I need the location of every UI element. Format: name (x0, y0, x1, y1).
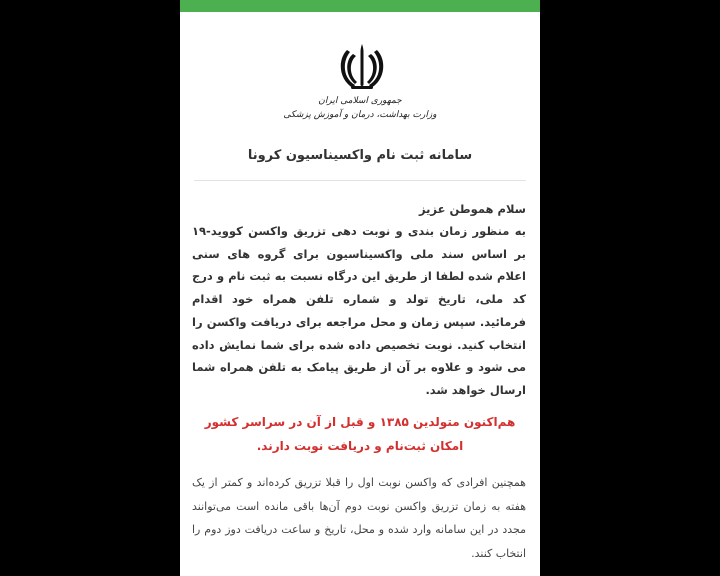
phone-screen (180, 0, 540, 576)
header-divider (194, 180, 526, 181)
iran-emblem-icon (339, 42, 385, 92)
second-dose-paragraph: همچنین افرادی که واکسن نوبت اول را قبلا تزریق کرده‌اند و کمتر از یک هفته به زمان تزریق واکسن نوبت دوم آن‌ها باقی مانده است می‌توانند مجدد در این سامانه وارد شده و محل، تاریخ و ساعت دریافت دوز دوم را انتخاب کنند. (192, 476, 526, 560)
registration-notice: هم‌اکنون متولدین ۱۳۸۵ و قبل از آن در سراسر کشور امکان ثبت‌نام و دریافت نوبت دارند. (204, 415, 516, 453)
republic-name: جمهوری اسلامی ایران (318, 96, 402, 106)
ministry-name: وزارت بهداشت، درمان و آموزش پزشکی (283, 110, 437, 120)
ministry-name-block (280, 94, 440, 122)
top-status-bar (180, 0, 540, 12)
intro-paragraph: به منظور زمان بندی و نوبت دهی تزریق واکسن کووید-۱۹ بر اساس سند ملی واکسیناسیون برای گروه های سنی اعلام شده لطفا از طریق این درگاه نسبت به ثبت نام و درج کد ملی، تاریخ تولد و شماره تلفن همراه خود اقدام فرمائید. سپس زمان و محل مراجعه برای دریافت واکسن را انتخاب کنید. نوبت تخصیص داده شده برای شما نمایش داده می شود و علاوه بر آن از طریق پیامک به تلفن همراه شما ارسال خواهد شد. (192, 224, 526, 397)
greeting-text: سلام هموطن عزیز (418, 202, 526, 216)
page-title: سامانه ثبت نام واکسیناسیون کرونا (247, 148, 473, 163)
